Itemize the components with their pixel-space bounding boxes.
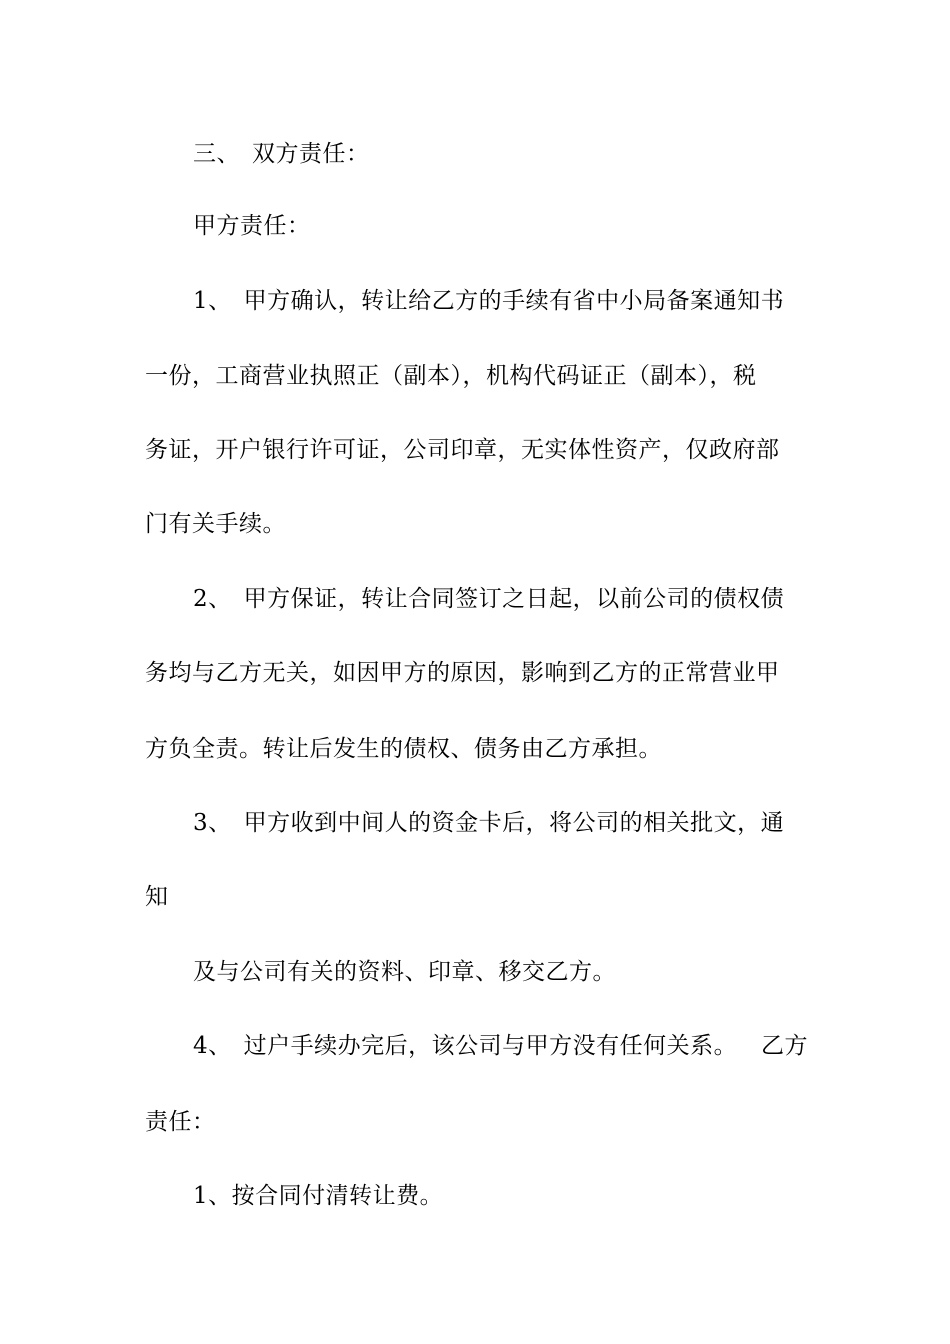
item1-line4: 门有关手续。 bbox=[145, 511, 286, 537]
item1-line3: 务证，开户银行许可证，公司印章，无实体性资产，仅政府部 bbox=[145, 437, 780, 463]
item3-line1: 3、 甲方收到中间人的资金卡后，将公司的相关批文，通 bbox=[193, 810, 785, 836]
item2-line1: 2、 甲方保证，转让合同签订之日起，以前公司的债权债 bbox=[193, 586, 785, 612]
item3-line3: 及与公司有关的资料、印章、移交乙方。 bbox=[193, 959, 616, 985]
item1-line2: 一份，工商营业执照正（副本），机构代码证正（副本），税 bbox=[145, 363, 757, 389]
party-b-heading-start: 乙方 bbox=[761, 1033, 808, 1059]
item3-line2: 知 bbox=[145, 884, 169, 910]
section-heading: 三、 双方责任： bbox=[193, 141, 370, 167]
item2-line3: 方负全责。转让后发生的债权、债务由乙方承担。 bbox=[145, 736, 662, 762]
item1-line1: 1、 甲方确认，转让给乙方的手续有省中小局备案通知书 bbox=[193, 288, 785, 314]
party-a-heading: 甲方责任： bbox=[193, 213, 311, 239]
party-b-item1: 1、按合同付清转让费。 bbox=[193, 1183, 444, 1209]
item4-line1: 4、 过户手续办完后，该公司与甲方没有任何关系。 bbox=[193, 1033, 738, 1059]
party-b-heading-end: 责任： bbox=[145, 1109, 216, 1135]
item2-line2: 务均与乙方无关，如因甲方的原因，影响到乙方的正常营业甲 bbox=[145, 660, 780, 686]
